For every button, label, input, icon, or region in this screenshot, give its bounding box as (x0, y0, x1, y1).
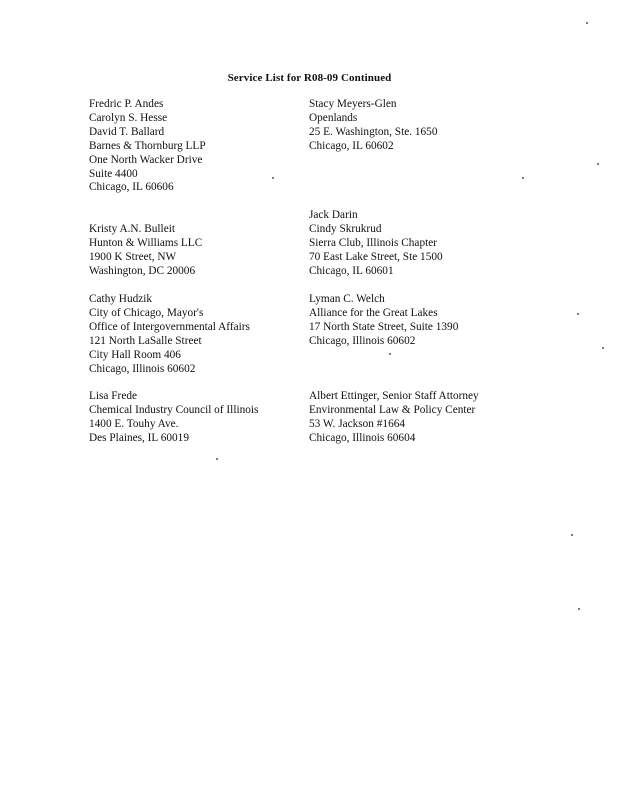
address-line: Chicago, Illinois 60604 (309, 431, 416, 444)
address-line: Carolyn S. Hesse (89, 111, 168, 124)
address-line: 25 E. Washington, Ste. 1650 (309, 125, 438, 138)
address-line: One North Wacker Drive (89, 153, 203, 166)
address-block-bulleit (89, 223, 299, 279)
scan-speck (578, 608, 580, 610)
address-block-frede (89, 390, 299, 446)
address-line: Chicago, IL 60606 (89, 181, 174, 194)
address-line: Hunton & Williams LLC (89, 236, 203, 249)
address-line: Cathy Hudzik (89, 293, 153, 305)
address-line: Lyman C. Welch (309, 293, 385, 305)
scan-speck (586, 22, 588, 24)
address-block-andes (89, 98, 299, 195)
address-line: Chicago, IL 60602 (309, 139, 394, 152)
address-line: Fredric P. Andes (89, 98, 164, 110)
address-line: Chemical Industry Council of Illinois (89, 403, 259, 416)
address-line: Environmental Law & Policy Center (309, 403, 476, 416)
address-line: Albert Ettinger, Senior Staff Attorney (309, 390, 479, 402)
address-block-ettinger (309, 390, 609, 446)
address-line: Kristy A.N. Bulleit (89, 223, 175, 235)
address-line: Openlands (309, 111, 358, 124)
address-line: City of Chicago, Mayor's (89, 306, 204, 319)
address-block-meyers-glen (309, 98, 609, 154)
address-block-darin (309, 209, 609, 279)
address-line: Sierra Club, Illinois Chapter (309, 236, 438, 249)
address-line: Alliance for the Great Lakes (309, 306, 438, 319)
address-line: Washington, DC 20006 (89, 264, 196, 277)
scan-speck (216, 458, 218, 460)
address-line: Office of Intergovernmental Affairs (89, 320, 250, 333)
page-title: Service List for R08-09 Continued (227, 72, 392, 84)
scan-speck (272, 177, 274, 179)
scan-speck (522, 177, 524, 179)
address-block-welch (309, 293, 609, 349)
scan-speck (602, 347, 604, 349)
address-line: Stacy Meyers-Glen (309, 98, 397, 110)
scan-speck (577, 313, 579, 315)
address-line: 53 W. Jackson #1664 (309, 417, 406, 430)
address-line: Barnes & Thornburg LLP (89, 139, 206, 152)
address-block-hudzik (89, 293, 299, 376)
address-line: Des Plaines, IL 60019 (89, 431, 189, 444)
address-line: Cindy Skrukrud (309, 222, 382, 235)
address-line: 70 East Lake Street, Ste 1500 (309, 250, 443, 263)
address-line: Lisa Frede (89, 390, 137, 402)
address-line: David T. Ballard (89, 125, 165, 138)
address-line: 121 North LaSalle Street (89, 334, 202, 347)
scan-speck (389, 353, 391, 355)
address-line: 17 North State Street, Suite 1390 (309, 320, 459, 333)
scan-speck (597, 163, 599, 165)
address-line: Jack Darin (309, 209, 358, 221)
address-line: City Hall Room 406 (89, 348, 181, 361)
address-line: Chicago, Illinois 60602 (89, 362, 196, 375)
address-line: Chicago, Illinois 60602 (309, 334, 416, 347)
address-line: 1400 E. Touhy Ave. (89, 417, 179, 430)
address-line: Chicago, IL 60601 (309, 264, 394, 277)
scan-speck (571, 534, 573, 536)
address-line: 1900 K Street, NW (89, 250, 177, 263)
address-line: Suite 4400 (89, 167, 138, 180)
